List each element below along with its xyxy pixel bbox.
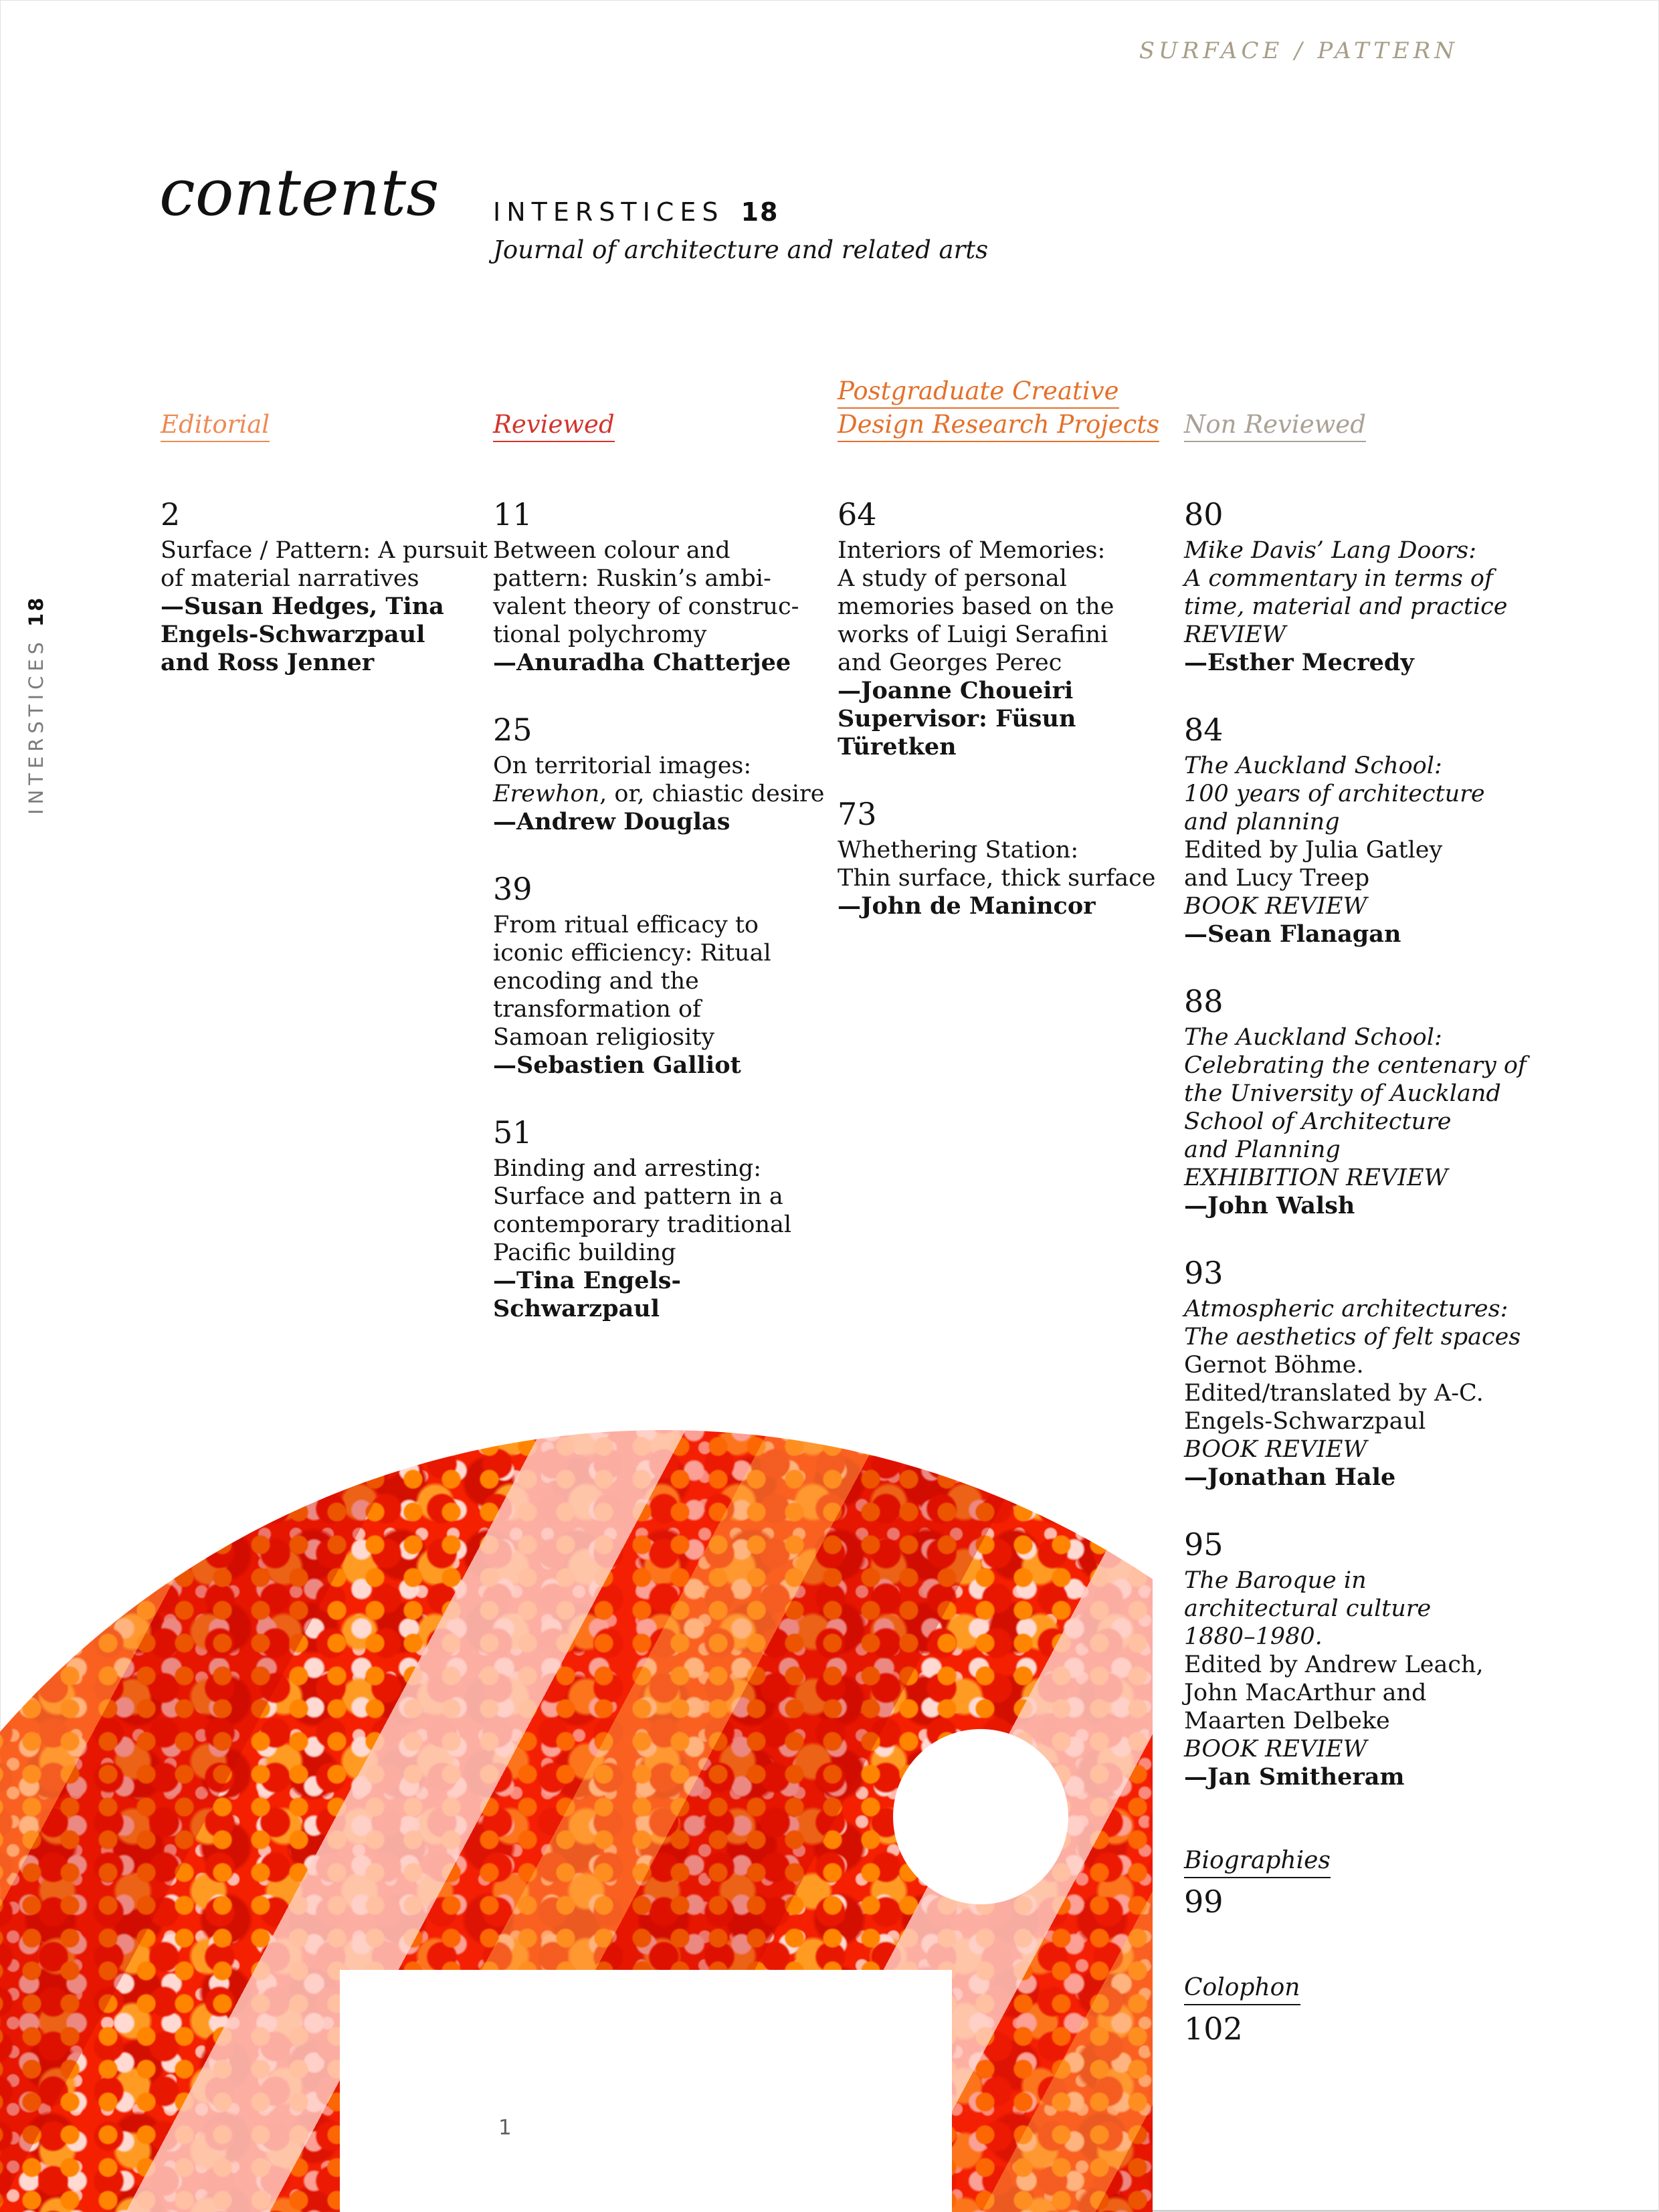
toc-line: [838, 536, 1169, 565]
toc-line: [493, 1051, 817, 1080]
toc-entries: [161, 496, 488, 677]
toc-line: [838, 677, 1169, 705]
toc-line-segment: —Esther Mecredy: [1184, 649, 1414, 676]
toc-line-segment: memories based on the: [838, 593, 1114, 620]
section-heading-reviewed: [493, 385, 817, 442]
toc-line-segment: transformation of: [493, 996, 702, 1023]
toc-line-segment: Edited by Andrew Leach,: [1184, 1651, 1484, 1678]
toc-line-segment: The aesthetics of felt spaces: [1184, 1324, 1521, 1350]
toc-line-segment: —Sebastien Galliot: [493, 1051, 741, 1079]
toc-line: [161, 649, 475, 677]
toc-line: [493, 939, 817, 967]
toc-line: [493, 536, 817, 565]
toc-line-segment: Engels-Schwarzpaul: [1184, 1408, 1426, 1435]
toc-line: [493, 967, 817, 995]
toc-line: [1184, 621, 1512, 649]
running-head: SURFACE / PATTERN: [1139, 37, 1458, 64]
toc-line-segment: EXHIBITION REVIEW: [1184, 1165, 1448, 1191]
toc-line: [1184, 864, 1512, 892]
spine-journal-name: INTERSTICES: [25, 637, 47, 815]
toc-line-segment: —Andrew Douglas: [493, 808, 730, 835]
toc-section-link: [1184, 1847, 1512, 1918]
toc-line: [1184, 565, 1512, 593]
toc-line-segment: works of Luigi Serafini: [838, 621, 1108, 648]
toc-line: [493, 621, 817, 649]
section-heading-line: Reviewed: [493, 412, 615, 442]
toc-line: [1184, 1595, 1512, 1623]
toc-line-segment: and Lucy Treep: [1184, 865, 1370, 892]
toc-line-segment: Surface and pattern in a: [493, 1183, 783, 1210]
folio-page-number: 1: [498, 2116, 512, 2140]
toc-entries: [838, 498, 1169, 920]
toc-line: [1184, 1023, 1512, 1051]
toc-line-segment: Mike Davis’ Lang Doors:: [1184, 537, 1477, 564]
toc-line-segment: Edited/translated by A-C.: [1184, 1380, 1484, 1407]
toc-line: [493, 649, 817, 677]
toc-line-segment: —Sean Flanagan: [1184, 920, 1401, 948]
journal-issue-number: 18: [741, 197, 779, 227]
toc-column-reviewed: [493, 385, 825, 1359]
section-heading-editorial: [161, 385, 475, 442]
toc-line-segment: School of Architecture: [1184, 1108, 1452, 1135]
toc-line: [1184, 1735, 1512, 1763]
toc-entry: [1184, 713, 1512, 948]
toc-line: [493, 1295, 817, 1323]
toc-line: [1184, 780, 1512, 808]
toc-line-segment: of material narratives: [161, 565, 419, 592]
toc-line-segment: and Ross Jenner: [161, 649, 375, 676]
toc-line-segment: iconic efficiency: Ritual: [493, 940, 771, 967]
toc-entries: [1184, 496, 1527, 2047]
toc-page-number: 95: [1184, 1526, 1224, 1563]
toc-line-segment: and planning: [1184, 809, 1340, 835]
toc-line-segment: Edited by Julia Gatley: [1184, 837, 1443, 864]
toc-entry: [493, 712, 825, 836]
toc-section-link: [1184, 1975, 1512, 2045]
toc-line-segment: , or, chiastic desire: [599, 781, 825, 807]
toc-entry: [838, 498, 1169, 761]
toc-line: [838, 705, 1169, 733]
toc-page-number: 73: [838, 796, 877, 832]
toc-line: [1184, 1351, 1512, 1379]
toc-line: [1184, 1679, 1512, 1707]
toc-line: [493, 808, 817, 836]
toc-line: [1184, 1464, 1512, 1492]
toc-page-number: 88: [1184, 983, 1224, 1019]
toc-line-segment: BOOK REVIEW: [1184, 1736, 1367, 1763]
toc-line: [838, 621, 1169, 649]
toc-line: [1184, 1295, 1512, 1323]
toc-line-segment: Gernot Böhme.: [1184, 1352, 1364, 1379]
toc-line-segment: Atmospheric architectures:: [1184, 1296, 1508, 1322]
toc-line-segment: 1880–1980.: [1184, 1623, 1323, 1650]
toc-line: [1184, 1407, 1512, 1435]
toc-line: [493, 911, 817, 939]
journal-name: INTERSTICES: [493, 197, 724, 227]
toc-page-number: 99: [1184, 1884, 1224, 1920]
toc-line: [1184, 892, 1512, 920]
toc-line: [1184, 920, 1512, 948]
toc-line-segment: Supervisor: Füsun: [838, 705, 1076, 732]
toc-line-segment: Interiors of Memories:: [838, 537, 1106, 564]
toc-line-segment: Maarten Delbeke: [1184, 1708, 1390, 1734]
toc-line-segment: contemporary traditional: [493, 1211, 792, 1238]
toc-line-segment: Türetken: [838, 733, 957, 761]
toc-line-segment: Celebrating the centenary of: [1184, 1052, 1527, 1079]
section-label: Colophon: [1184, 1975, 1300, 2005]
toc-page-number: 102: [1184, 2011, 1243, 2047]
toc-line: [838, 649, 1169, 677]
toc-line-segment: —Susan Hedges, Tina: [161, 593, 444, 620]
toc-line-segment: A commentary in terms of: [1184, 565, 1493, 592]
toc-line-segment: architectural culture: [1184, 1595, 1432, 1622]
toc-line-segment: Samoan religiosity: [493, 1024, 715, 1051]
toc-line-segment: Schwarzpaul: [493, 1295, 660, 1322]
toc-column-non-reviewed: [1184, 385, 1527, 2072]
toc-page-number: 80: [1184, 496, 1224, 532]
toc-line-segment: BOOK REVIEW: [1184, 1436, 1367, 1463]
journal-subtitle: Journal of architecture and related arts: [493, 235, 989, 264]
toc-line: [1184, 808, 1512, 836]
toc-page-number: 25: [493, 712, 532, 748]
toc-line-segment: valent theory of construc-: [493, 593, 799, 620]
toc-entry: [1184, 983, 1527, 1220]
toc-line: [493, 593, 817, 621]
toc-line-segment: —Tina Engels-: [493, 1267, 682, 1294]
toc-line: [1184, 1379, 1512, 1407]
toc-line: [493, 1211, 817, 1239]
journal-masthead: [493, 197, 779, 227]
toc-entry: [493, 872, 817, 1080]
toc-line-segment: and Planning: [1184, 1136, 1341, 1163]
toc-line-segment: The Auckland School:: [1184, 752, 1442, 779]
toc-entry: [161, 496, 488, 677]
toc-page-number: 93: [1184, 1255, 1224, 1291]
toc-line: [838, 836, 1169, 864]
toc-line: [493, 752, 817, 780]
toc-line: [1184, 1051, 1527, 1080]
toc-entry: [493, 1116, 817, 1323]
toc-entry: [493, 498, 817, 677]
toc-line: [493, 1183, 817, 1211]
artwork-rectangle-cutout: [340, 1970, 952, 2212]
toc-entries: [493, 496, 825, 1323]
toc-line: [1184, 1435, 1512, 1464]
toc-line-segment: —Jonathan Hale: [1184, 1464, 1396, 1491]
toc-line-segment: BOOK REVIEW: [1184, 893, 1367, 920]
toc-entry: [1184, 498, 1512, 677]
toc-line: [1184, 536, 1512, 565]
toc-page-number: 64: [838, 496, 877, 532]
toc-line: [1184, 593, 1512, 621]
section-heading-postgraduate: [838, 377, 1169, 442]
toc-line-segment: tional polychromy: [493, 621, 707, 648]
toc-line-segment: Binding and arresting:: [493, 1155, 762, 1182]
toc-line: [1184, 836, 1512, 864]
toc-line: [161, 621, 475, 649]
toc-line-segment: —John de Manincor: [838, 892, 1096, 920]
toc-line: [1184, 1323, 1521, 1351]
toc-line: [838, 593, 1169, 621]
toc-line-segment: the University of Auckland: [1184, 1080, 1501, 1107]
toc-page-number: 84: [1184, 712, 1224, 748]
section-heading-line: Editorial: [161, 412, 270, 442]
section-heading-line: Postgraduate Creative: [838, 379, 1119, 409]
toc-line-segment: A study of personal: [838, 565, 1067, 592]
toc-line-segment: time, material and practice: [1184, 593, 1508, 620]
toc-line: [1184, 1567, 1512, 1595]
toc-line-segment: The Auckland School:: [1184, 1024, 1442, 1051]
toc-line: [1184, 1192, 1512, 1220]
toc-line-segment: and Georges Perec: [838, 649, 1062, 676]
toc-line-segment: Between colour and: [493, 537, 730, 564]
toc-line: [493, 1154, 817, 1183]
artwork-circle-cutout: [893, 1729, 1068, 1904]
section-heading-line: Non Reviewed: [1184, 412, 1366, 442]
toc-line: [1184, 1136, 1512, 1164]
spine-vertical-text: [17, 594, 55, 815]
toc-page-number: 11: [493, 496, 532, 532]
toc-line-segment: Thin surface, thick surface: [838, 865, 1156, 892]
section-heading-line: Design Research Projects: [838, 412, 1159, 442]
toc-line: [1184, 1623, 1512, 1651]
toc-line: [493, 995, 817, 1023]
toc-line: [1184, 1651, 1512, 1679]
toc-line: [838, 565, 1169, 593]
toc-line: [493, 1267, 817, 1295]
toc-line: [493, 780, 825, 808]
toc-line-segment: From ritual efficacy to: [493, 912, 759, 938]
toc-line-segment: encoding and the: [493, 968, 699, 995]
toc-page-number: 39: [493, 871, 532, 907]
toc-line: [1184, 1707, 1512, 1735]
toc-line-segment: Whethering Station:: [838, 837, 1079, 864]
section-label: Biographies: [1184, 1847, 1331, 1878]
toc-line: [1184, 649, 1512, 677]
toc-line: [493, 565, 817, 593]
toc-line: [161, 593, 475, 621]
toc-column-postgraduate: [838, 377, 1169, 957]
toc-entry: [1184, 1528, 1512, 1791]
toc-line-segment: John MacArthur and: [1184, 1680, 1427, 1706]
toc-line-segment: Erewhon: [493, 781, 600, 807]
toc-line-segment: Engels-Schwarzpaul: [161, 621, 425, 648]
toc-line: [1184, 752, 1512, 780]
toc-line-segment: REVIEW: [1184, 621, 1286, 648]
toc-line: [1184, 1108, 1512, 1136]
toc-page-number: 2: [161, 496, 181, 532]
toc-line: [1184, 1763, 1512, 1791]
toc-line-segment: —Jan Smitheram: [1184, 1763, 1405, 1791]
page-title: contents: [159, 155, 440, 230]
toc-line: [161, 536, 488, 565]
toc-line-segment: —Anuradha Chatterjee: [493, 649, 791, 676]
toc-line-segment: —John Walsh: [1184, 1192, 1355, 1219]
toc-line-segment: Surface / Pattern: A pursuit: [161, 537, 488, 564]
toc-line: [838, 864, 1169, 892]
section-heading-non-reviewed: [1184, 385, 1512, 442]
toc-entry: [838, 797, 1169, 920]
toc-page-number: 51: [493, 1114, 532, 1150]
toc-line-segment: —Joanne Choueiri: [838, 677, 1074, 704]
toc-line-segment: 100 years of architecture: [1184, 781, 1485, 807]
toc-line: [1184, 1164, 1512, 1192]
toc-line-segment: On territorial images:: [493, 752, 752, 779]
toc-line: [838, 892, 1169, 920]
toc-line: [493, 1239, 817, 1267]
toc-line: [1184, 1080, 1512, 1108]
toc-line-segment: The Baroque in: [1184, 1567, 1367, 1594]
spine-issue-number: 18: [25, 595, 47, 627]
toc-entry: [1184, 1255, 1521, 1492]
toc-line: [493, 1023, 817, 1051]
toc-line-segment: Pacific building: [493, 1239, 676, 1266]
toc-column-editorial: [161, 385, 488, 713]
toc-line: [161, 565, 475, 593]
toc-line-segment: pattern: Ruskin’s ambi-: [493, 565, 771, 592]
toc-line: [838, 733, 1169, 761]
